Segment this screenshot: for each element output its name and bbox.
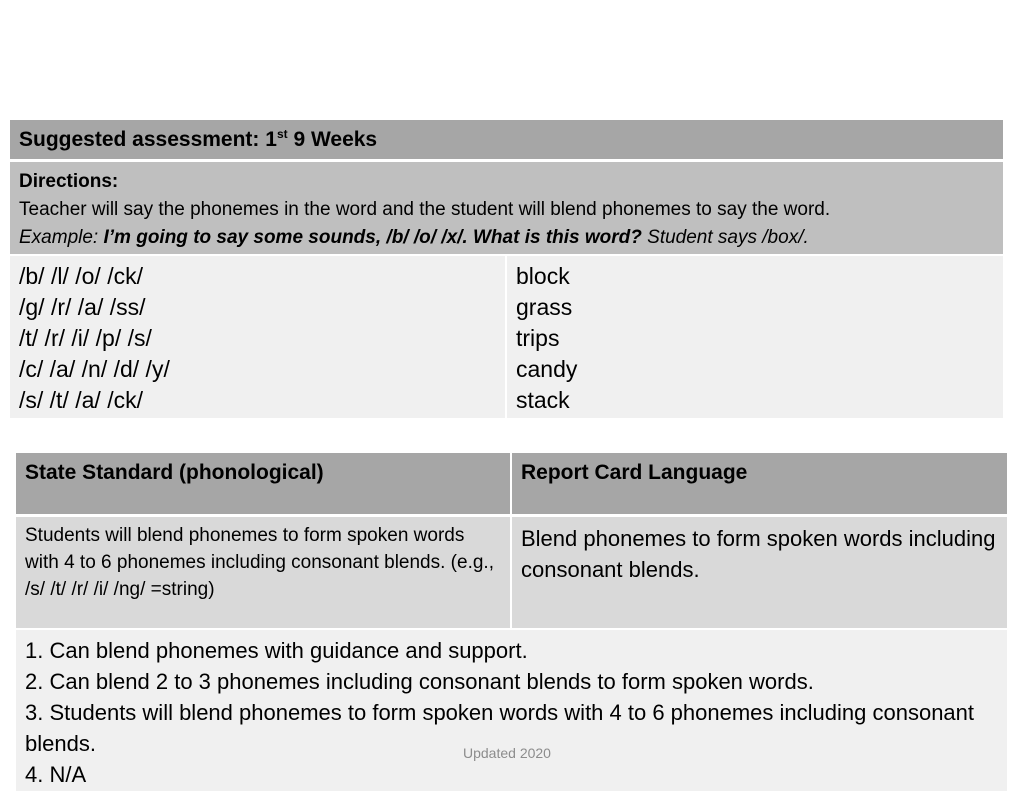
phoneme-item: /g/ /r/ /a/ /ss/	[19, 294, 146, 320]
assessment-header: Suggested assessment: 1st 9 Weeks	[10, 120, 1003, 159]
level-item: 3. Students will blend phonemes to form spoken words with 4 to 6 phonemes including consonant blends.	[25, 700, 975, 756]
example-line: Example: I’m going to say some sounds, /b/ /o/ /x/. What is this word? Student says /box/.	[19, 227, 809, 248]
word-item: block	[516, 263, 570, 289]
directions-label: Directions:	[19, 171, 119, 192]
phoneme-item: /c/ /a/ /n/ /d/ /y/	[19, 356, 170, 382]
word-item: trips	[516, 325, 560, 351]
level-item: 4. N/A	[25, 762, 87, 787]
report-card-text: Blend phonemes to form spoken words including consonant blends.	[512, 517, 1007, 628]
level-item: 1. Can blend phonemes with guidance and support.	[25, 638, 528, 663]
directions-block	[10, 162, 1003, 254]
word-column	[507, 256, 1003, 418]
state-standard-header: State Standard (phonological)	[16, 453, 510, 514]
report-card-header: Report Card Language	[512, 453, 1007, 514]
level-item: 2. Can blend 2 to 3 phonemes including consonant blends to form spoken words.	[25, 669, 814, 694]
directions-text: Teacher will say the phonemes in the word and the student will blend phonemes to say the word.	[19, 199, 831, 220]
phoneme-item: /b/ /l/ /o/ /ck/	[19, 263, 143, 289]
word-item: stack	[516, 387, 570, 413]
phoneme-item: /t/ /r/ /i/ /p/ /s/	[19, 325, 152, 351]
proficiency-levels	[16, 630, 1007, 791]
state-standard-text: Students will blend phonemes to form spoken words with 4 to 6 phonemes including consonant blends. (e.g., /s/ /t/ /r/ /i/ /ng/ =string)	[16, 517, 510, 628]
word-item: candy	[516, 356, 578, 382]
updated-footer: Updated 2020	[463, 745, 551, 761]
assessment-items	[10, 256, 1003, 418]
phoneme-column	[10, 256, 505, 418]
word-item: grass	[516, 294, 573, 320]
phoneme-item: /s/ /t/ /a/ /ck/	[19, 387, 143, 413]
